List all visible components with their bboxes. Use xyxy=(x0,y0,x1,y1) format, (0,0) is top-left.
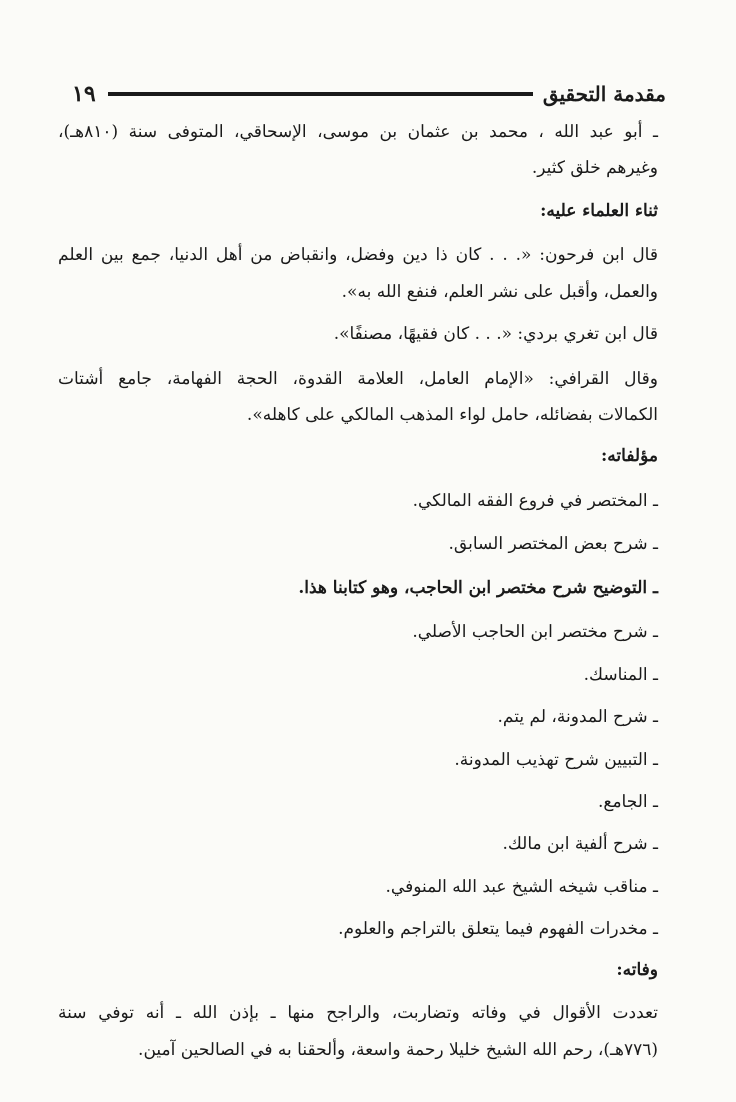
work-item: ـ الجامع. xyxy=(598,792,658,812)
death-heading: وفاته: xyxy=(616,960,658,980)
page-number: ١٩ xyxy=(72,81,96,107)
work-item: ـ المختصر في فروع الفقه المالكي. xyxy=(412,491,658,511)
praise-quote-3-line-2: الكمالات بفضائله، حامل لواء المذهب المالكي على كاهله». xyxy=(246,405,658,425)
running-title: مقدمة التحقيق xyxy=(542,82,666,106)
praise-quote-1-line-2: والعمل، وأقبل على نشر العلم، فنفع الله به». xyxy=(341,282,658,302)
praise-quote-3-line-1: وقال القرافي: «الإمام العامل، العلامة القدوة، الحجة الفهامة، جامع أشتات xyxy=(58,369,658,389)
work-item: ـ مخدرات الفهوم فيما يتعلق بالتراجم والعلوم. xyxy=(338,919,658,939)
death-line-2: (٧٧٦هـ)، رحم الله الشيخ خليلا رحمة واسعة، وألحقنا به في الصالحين آمين. xyxy=(138,1040,658,1060)
header-rule xyxy=(108,92,533,96)
works-heading: مؤلفاته: xyxy=(601,446,658,466)
work-item: ـ التبيين شرح تهذيب المدونة. xyxy=(454,750,658,770)
work-item: ـ شرح بعض المختصر السابق. xyxy=(448,534,658,554)
students-line-1: ـ أبو عبد الله ، محمد بن عثمان بن موسى، الإسحاقي، المتوفى سنة (٨١٠هـ)، xyxy=(58,122,658,142)
work-item: ـ مناقب شيخه الشيخ عبد الله المنوفي. xyxy=(385,877,658,897)
work-item: ـ شرح المدونة، لم يتم. xyxy=(497,707,658,727)
page-header xyxy=(72,74,666,114)
death-line-1: تعددت الأقوال في وفاته وتضاربت، والراجح منها ـ بإذن الله ـ أنه توفي سنة xyxy=(58,1003,658,1023)
work-item-this-book: ـ التوضيح شرح مختصر ابن الحاجب، وهو كتابنا هذا. xyxy=(298,578,658,598)
work-item: ـ شرح ألفية ابن مالك. xyxy=(502,834,658,854)
work-item: ـ شرح مختصر ابن الحاجب الأصلي. xyxy=(412,622,658,642)
praise-quote-1-line-1: قال ابن فرحون: «. . . كان ذا دين وفضل، وانقباض من أهل الدنيا، جمع بين العلم xyxy=(58,245,658,265)
praise-quote-2: قال ابن تغري بردي: «. . . كان فقيهًا، مصنفًا». xyxy=(333,324,658,344)
praise-heading: ثناء العلماء عليه: xyxy=(540,201,658,221)
students-line-2: وغيرهم خلق كثير. xyxy=(531,158,658,178)
work-item: ـ المناسك. xyxy=(583,665,658,685)
